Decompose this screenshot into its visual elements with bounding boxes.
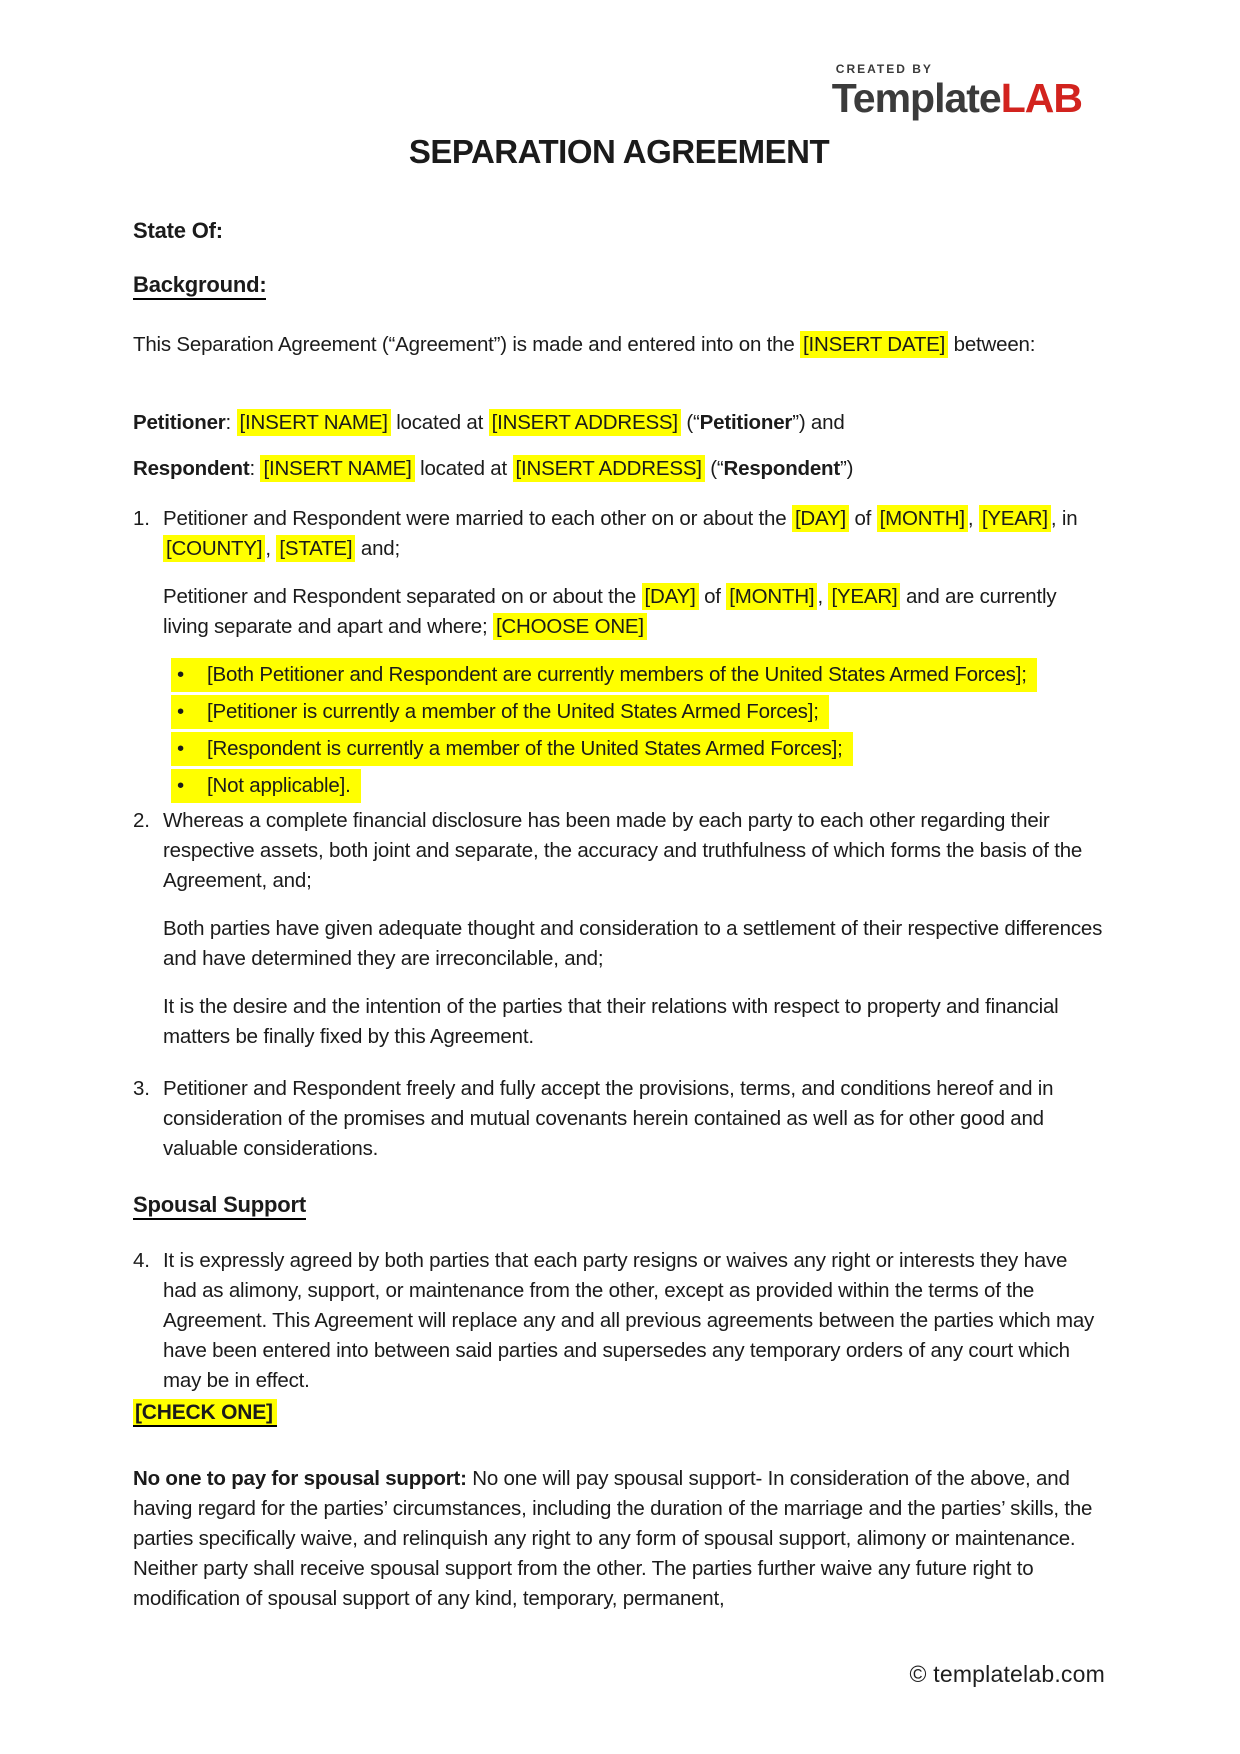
- numbered-item-4: [133, 1246, 1105, 1396]
- insert-date-placeholder: [INSERT DATE]: [800, 331, 948, 358]
- text-segment: ,: [265, 537, 277, 560]
- heading-background-text: Background:: [133, 272, 266, 300]
- no-spousal-support-lead: No one to pay for spousal support:: [133, 1467, 467, 1490]
- bullet-text: [Not applicable].: [207, 774, 351, 797]
- text-segment: Petitioner and Respondent were married to each other on or about the: [163, 507, 792, 530]
- text-segment: ,: [967, 507, 979, 530]
- insert-address-placeholder: [INSERT ADDRESS]: [489, 409, 681, 436]
- agreement-intro-paragraph: [133, 330, 1105, 360]
- state-placeholder: [STATE]: [276, 535, 355, 562]
- petitioner-line: [133, 408, 1105, 438]
- item-number: 2.: [133, 809, 150, 832]
- respondent-defined-term: Respondent: [723, 457, 840, 480]
- templatelab-logo: [832, 62, 1082, 119]
- day-placeholder: [DAY]: [792, 505, 849, 532]
- created-by-label: CREATED BY: [835, 62, 933, 76]
- copyright-footer: © templatelab.com: [909, 1661, 1105, 1687]
- petitioner-defined-term: Petitioner: [699, 411, 793, 434]
- month-placeholder: [MONTH]: [726, 583, 817, 610]
- text-segment: No one will pay spousal support- In consideration of the above, and having regard for the parties’ circumstances, including the duration of the marriage and the parties’ skills, the parties specifically waive, and relinquish any right to any form of spousal support, alimony or maintenance. Neither party shall receive spousal support from the other. The parties further waive any future right to modification of spousal support of any kind, temporary, permanent,: [133, 1467, 1093, 1610]
- bullet-marker: •: [177, 700, 184, 723]
- bullet-item: [171, 695, 829, 729]
- insert-name-placeholder: [INSERT NAME]: [260, 455, 414, 482]
- text-segment: of: [698, 585, 727, 608]
- insert-address-placeholder: [INSERT ADDRESS]: [513, 455, 705, 482]
- no-spousal-support-paragraph: [133, 1464, 1105, 1614]
- armed-forces-bullet-list: [171, 658, 1105, 803]
- text-segment: ”): [840, 457, 854, 480]
- respondent-line: [133, 454, 1105, 484]
- check-one-text: [CHECK ONE]: [133, 1399, 277, 1427]
- text-segment: This Separation Agreement (“Agreement”) is made and entered into on the: [133, 333, 801, 356]
- month-placeholder: [MONTH]: [877, 505, 968, 532]
- item-body: [163, 504, 1105, 564]
- bullet-marker: •: [177, 774, 184, 797]
- brand-lab-text: LAB: [1000, 75, 1082, 121]
- text-segment: and;: [355, 537, 400, 560]
- text-segment: :: [225, 411, 237, 434]
- text-segment: ”) and: [792, 411, 845, 434]
- bullet-item: [171, 658, 1037, 692]
- check-one-placeholder: [133, 1398, 1105, 1428]
- bullet-text: [Both Petitioner and Respondent are currently members of the United States Armed Forces];: [207, 663, 1027, 686]
- text-segment: (“: [680, 411, 700, 434]
- item-body: Whereas a complete financial disclosure has been made by each party to each other regarding their respective assets, both joint and separate, the accuracy and truthfulness of which forms the basis of the Agreement, and;: [163, 809, 1083, 892]
- separation-paragraph: [163, 582, 1105, 642]
- numbered-item-3: [133, 1074, 1105, 1164]
- petitioner-label: Petitioner: [133, 411, 226, 434]
- heading-state-of: State Of:: [133, 218, 223, 243]
- bullet-item: [171, 732, 853, 766]
- text-segment: Petitioner and Respondent separated on or about the: [163, 585, 642, 608]
- bullet-item: [171, 769, 361, 803]
- text-segment: and are currently living separate and apart and where;: [163, 585, 1057, 638]
- item-number: 4.: [133, 1249, 150, 1272]
- desire-intention-paragraph: It is the desire and the intention of the parties that their relations with respect to property and financial matters be finally fixed by this Agreement.: [163, 995, 1059, 1048]
- bullet-marker: •: [177, 737, 184, 760]
- text-segment: :: [249, 457, 261, 480]
- year-placeholder: [YEAR]: [828, 583, 900, 610]
- text-segment: , in: [1050, 507, 1078, 530]
- text-segment: located at: [414, 457, 513, 480]
- day-placeholder: [DAY]: [642, 583, 699, 610]
- page-title: SEPARATION AGREEMENT: [408, 133, 830, 170]
- item-body: It is expressly agreed by both parties that each party resigns or waives any right or interests they have had as alimony, support, or maintenance from the other, except as provided within the terms of the Agreement. This Agreement will replace any and all previous agreements between the parties which may have been entered into between said parties and supersedes any temporary orders of any court which may be in effect.: [163, 1249, 1095, 1392]
- item-number: 1.: [133, 507, 150, 530]
- bullet-marker: •: [177, 663, 184, 686]
- adequate-thought-paragraph: Both parties have given adequate thought and consideration to a settlement of their respective differences and have determined they are irreconcilable, and;: [163, 917, 1103, 970]
- insert-name-placeholder: [INSERT NAME]: [237, 409, 391, 436]
- brand-wordmark: [832, 77, 1082, 119]
- item-number: 3.: [133, 1077, 150, 1100]
- text-segment: located at: [390, 411, 489, 434]
- brand-template-text: Template: [831, 75, 1001, 121]
- heading-spousal-support-text: Spousal Support: [133, 1192, 306, 1220]
- text-segment: ,: [817, 585, 829, 608]
- item-body: Petitioner and Respondent freely and fully accept the provisions, terms, and conditions hereof and in consideration of the promises and mutual covenants herein contained as well as for other good and valuable considerations.: [163, 1077, 1054, 1160]
- county-placeholder: [COUNTY]: [163, 535, 265, 562]
- heading-background: [133, 270, 1105, 300]
- numbered-item-1: [133, 504, 1105, 564]
- respondent-label: Respondent: [133, 457, 250, 480]
- bullet-text: [Respondent is currently a member of the United States Armed Forces];: [207, 737, 843, 760]
- bullet-text: [Petitioner is currently a member of the United States Armed Forces];: [207, 700, 819, 723]
- numbered-item-2: [133, 806, 1105, 896]
- heading-spousal-support: [133, 1190, 1105, 1220]
- year-placeholder: [YEAR]: [979, 505, 1051, 532]
- text-segment: between:: [948, 333, 1036, 356]
- text-segment: (“: [704, 457, 724, 480]
- choose-one-placeholder: [CHOOSE ONE]: [493, 613, 647, 640]
- text-segment: of: [848, 507, 877, 530]
